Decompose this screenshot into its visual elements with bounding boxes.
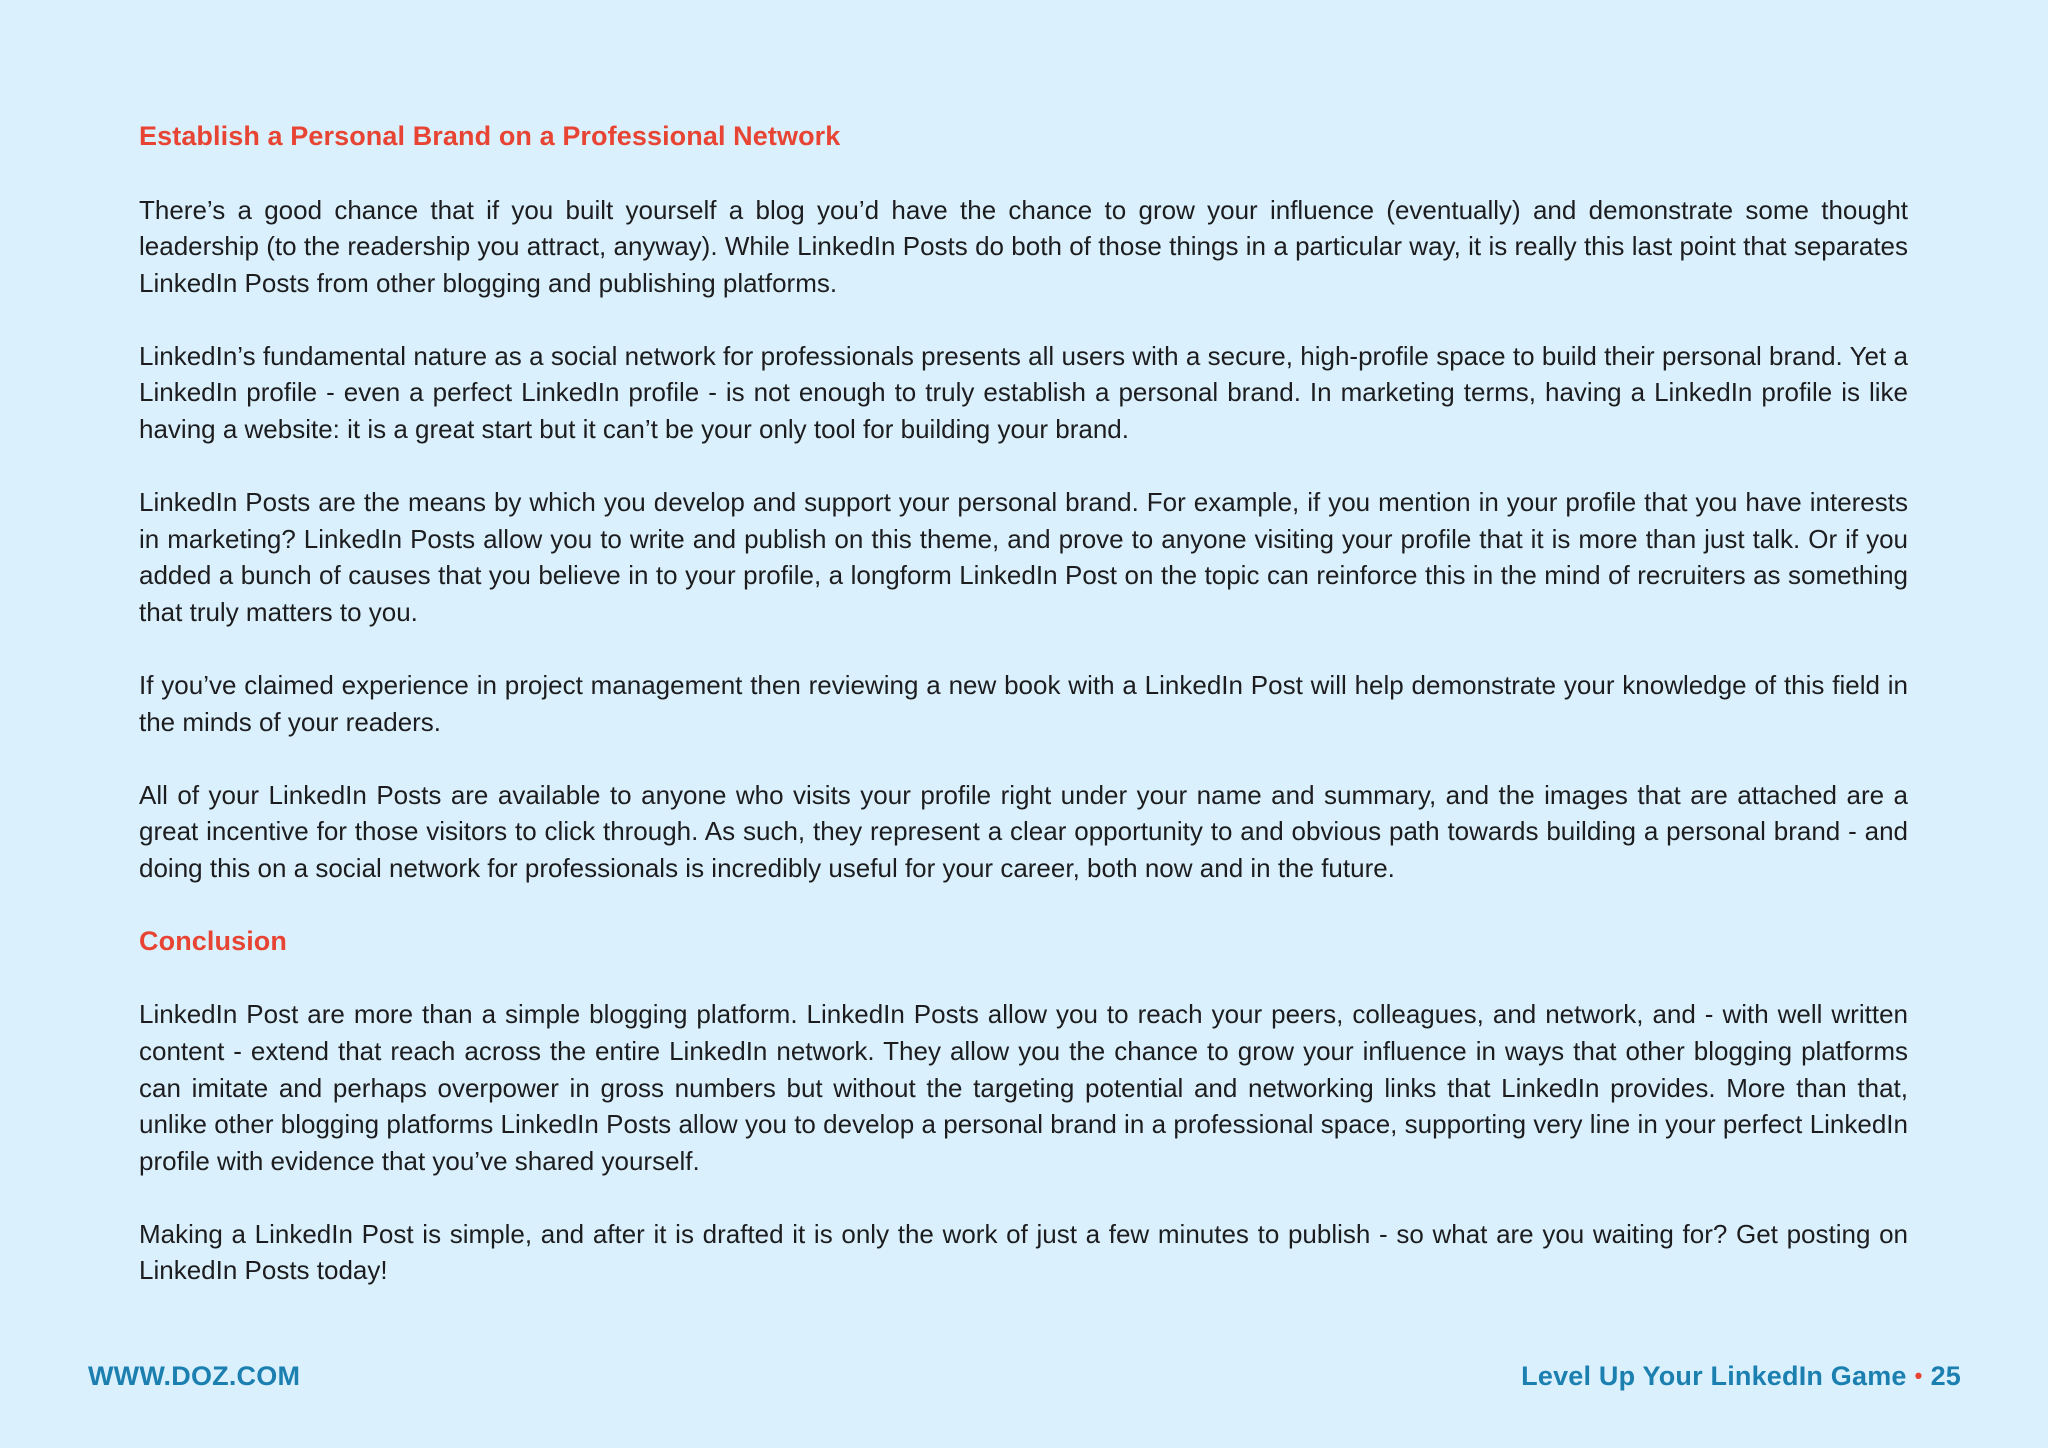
spacer xyxy=(139,886,1908,923)
paragraph: LinkedIn Posts are the means by which you develop and support your personal brand. For example, if you mention in your profile that you have interests in marketing? LinkedIn Posts allow you to write and publish on this theme, and prove to anyone visiting your profile that it is more than just talk. Or if you added a bunch of causes that you believe in to your profile, a longform LinkedIn Post on the topic can reinforce this in the mind of recruiters as something that truly matters to you. xyxy=(139,487,1908,627)
footer-book-info xyxy=(1521,1358,1961,1394)
spacer xyxy=(139,301,1908,338)
page-number: 25 xyxy=(1930,1361,1961,1391)
paragraph: If you’ve claimed experience in project management then reviewing a new book with a LinkedIn Post will help demonstrate your knowledge of this field in the minds of your readers. xyxy=(139,669,1908,737)
paragraph: LinkedIn’s fundamental nature as a social network for professionals presents all users with a secure, high-profile space to build their personal brand. Yet a LinkedIn profile - even a perfect LinkedIn profile - is not enough to truly establish a personal brand. In marketing terms, having a LinkedIn profile is like having a website: it is a great start but it can’t be your only tool for building your brand. xyxy=(139,340,1908,444)
paragraph: Making a LinkedIn Post is simple, and after it is drafted it is only the work of just a few minutes to publish - so what are you waiting for? Get posting on LinkedIn Posts today! xyxy=(139,1218,1908,1286)
footer-separator: • xyxy=(1914,1363,1923,1388)
paragraph: LinkedIn Post are more than a simple blogging platform. LinkedIn Posts allow you to reach your peers, colleagues, and network, and - with well written content - extend that reach across the entire LinkedIn network. They allow you the chance to grow your influence in ways that other blogging platforms can imitate and perhaps overpower in gross numbers but without the targeting potential and networking links that LinkedIn provides. More than that, unlike other blogging platforms LinkedIn Posts allow you to develop a personal brand in a professional space, supporting very line in your perfect LinkedIn profile with evidence that you’ve shared yourself. xyxy=(139,999,1908,1176)
section-heading-conclusion: Conclusion xyxy=(139,925,287,956)
paragraph: All of your LinkedIn Posts are available to anyone who visits your profile right under your name and summary, and the images that are attached are a great incentive for those visitors to click through. As such, they represent a clear opportunity to and obvious path towards building a personal brand - and doing this on a social network for professionals is incredibly useful for your career, both now and in the future. xyxy=(139,779,1908,883)
spacer xyxy=(139,155,1908,192)
spacer xyxy=(139,630,1908,667)
page-content xyxy=(139,118,1908,1289)
spacer xyxy=(139,960,1908,997)
footer-website-link[interactable]: WWW.DOZ.COM xyxy=(88,1361,301,1391)
footer-book-title: Level Up Your LinkedIn Game xyxy=(1521,1361,1907,1391)
spacer xyxy=(139,1179,1908,1216)
spacer xyxy=(139,740,1908,777)
spacer xyxy=(139,448,1908,485)
section-heading-personal-brand: Establish a Personal Brand on a Professional Network xyxy=(139,121,841,151)
paragraph: There’s a good chance that if you built yourself a blog you’d have the chance to grow your influence (eventually) and demonstrate some thought leadership (to the readership you attract, anyway). While LinkedIn Posts do both of those things in a particular way, it is really this last point that separates LinkedIn Posts from other blogging and publishing platforms. xyxy=(139,194,1908,298)
